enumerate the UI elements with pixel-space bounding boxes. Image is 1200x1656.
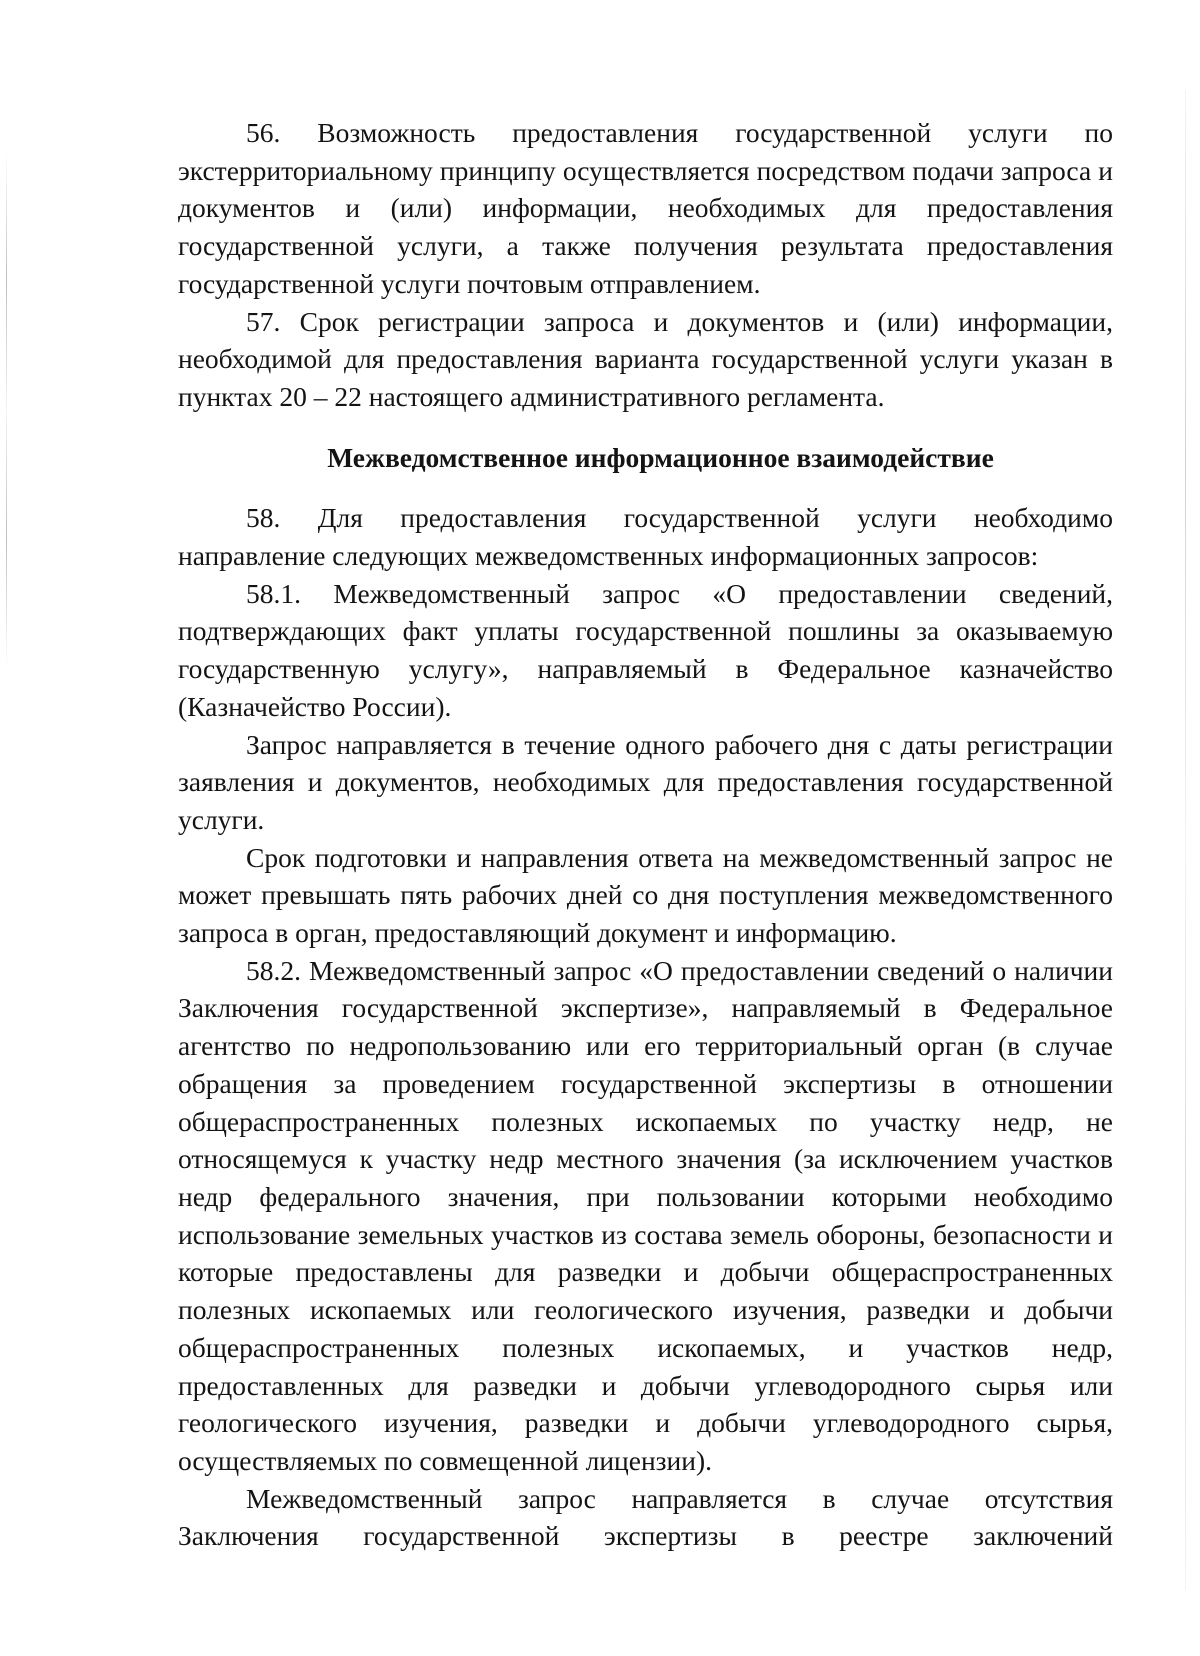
paragraph-57: 57. Срок регистрации запроса и документов и (или) информации, необходимой для предоставления варианта государственной услуги указан в пунктах 20 – 22 настоящего административного регламента. [178,305,1113,412]
paragraph-58: 58. Для предоставления государственной услуги необходимо направление следующих межведомственных информационных запросов: [178,502,1113,572]
paragraph-58-2: 58.2. Межведомственный запрос «О предоставлении сведений о наличии Заключения государственной экспертизе», направляемый в Федеральное агентство по недропользованию или его территориальный орган (в случае обращения за проведением государственной экспертизы в отношении общераспространенных полезных ископаемых по участку недр, не относящемуся к участку недр местного значения (за исключением участков недр федерального значения, при пользовании которыми необходимо использование земельных участков из состава земель обороны, безопасности и которые предоставлены для разведки и добычи общераспространенных полезных ископаемых или геологического изучения, разведки и добычи общераспространенных полезных ископаемых, и участков недр, предоставленных для разведки и добычи углеводородного сырья или геологического изучения, разведки и добычи углеводородного сырья, осуществляемых по совмещенной лицензии). [178,954,1113,1476]
paragraph-request-timing: Запрос направляется в течение одного рабочего дня с даты регистрации заявления и документов, необходимых для предоставления государственной услуги. [178,728,1113,835]
scan-edge-artifact-right [1185,90,1186,1590]
paragraph-continued: Межведомственный запрос направляется в случае отсутствия Заключения государственной экспертизы в реестре заключений [178,1482,1113,1552]
scan-edge-artifact [6,150,7,670]
paragraph-response-timing: Срок подготовки и направления ответа на межведомственный запрос не может превышать пять рабочих дней со дня поступления межведомственного запроса в орган, предоставляющий документ и информацию. [178,841,1113,949]
paragraph-58-1: 58.1. Межведомственный запрос «О предоставлении сведений, подтверждающих факт уплаты государственной пошлины за оказываемую государственную услугу», направляемый в Федеральное казначейство (Казначейство России). [178,577,1113,722]
section-heading: Межведомственное информационное взаимодействие [327,441,994,473]
paragraph-56: 56. Возможность предоставления государственной услуги по экстерриториальному принципу осуществляется посредством подачи запроса и документов и (или) информации, необходимых для предоставления государственной услуги, а также получения результата предоставления государственной услуги почтовым отправлением. [178,117,1113,299]
document-body [178,114,1113,1555]
